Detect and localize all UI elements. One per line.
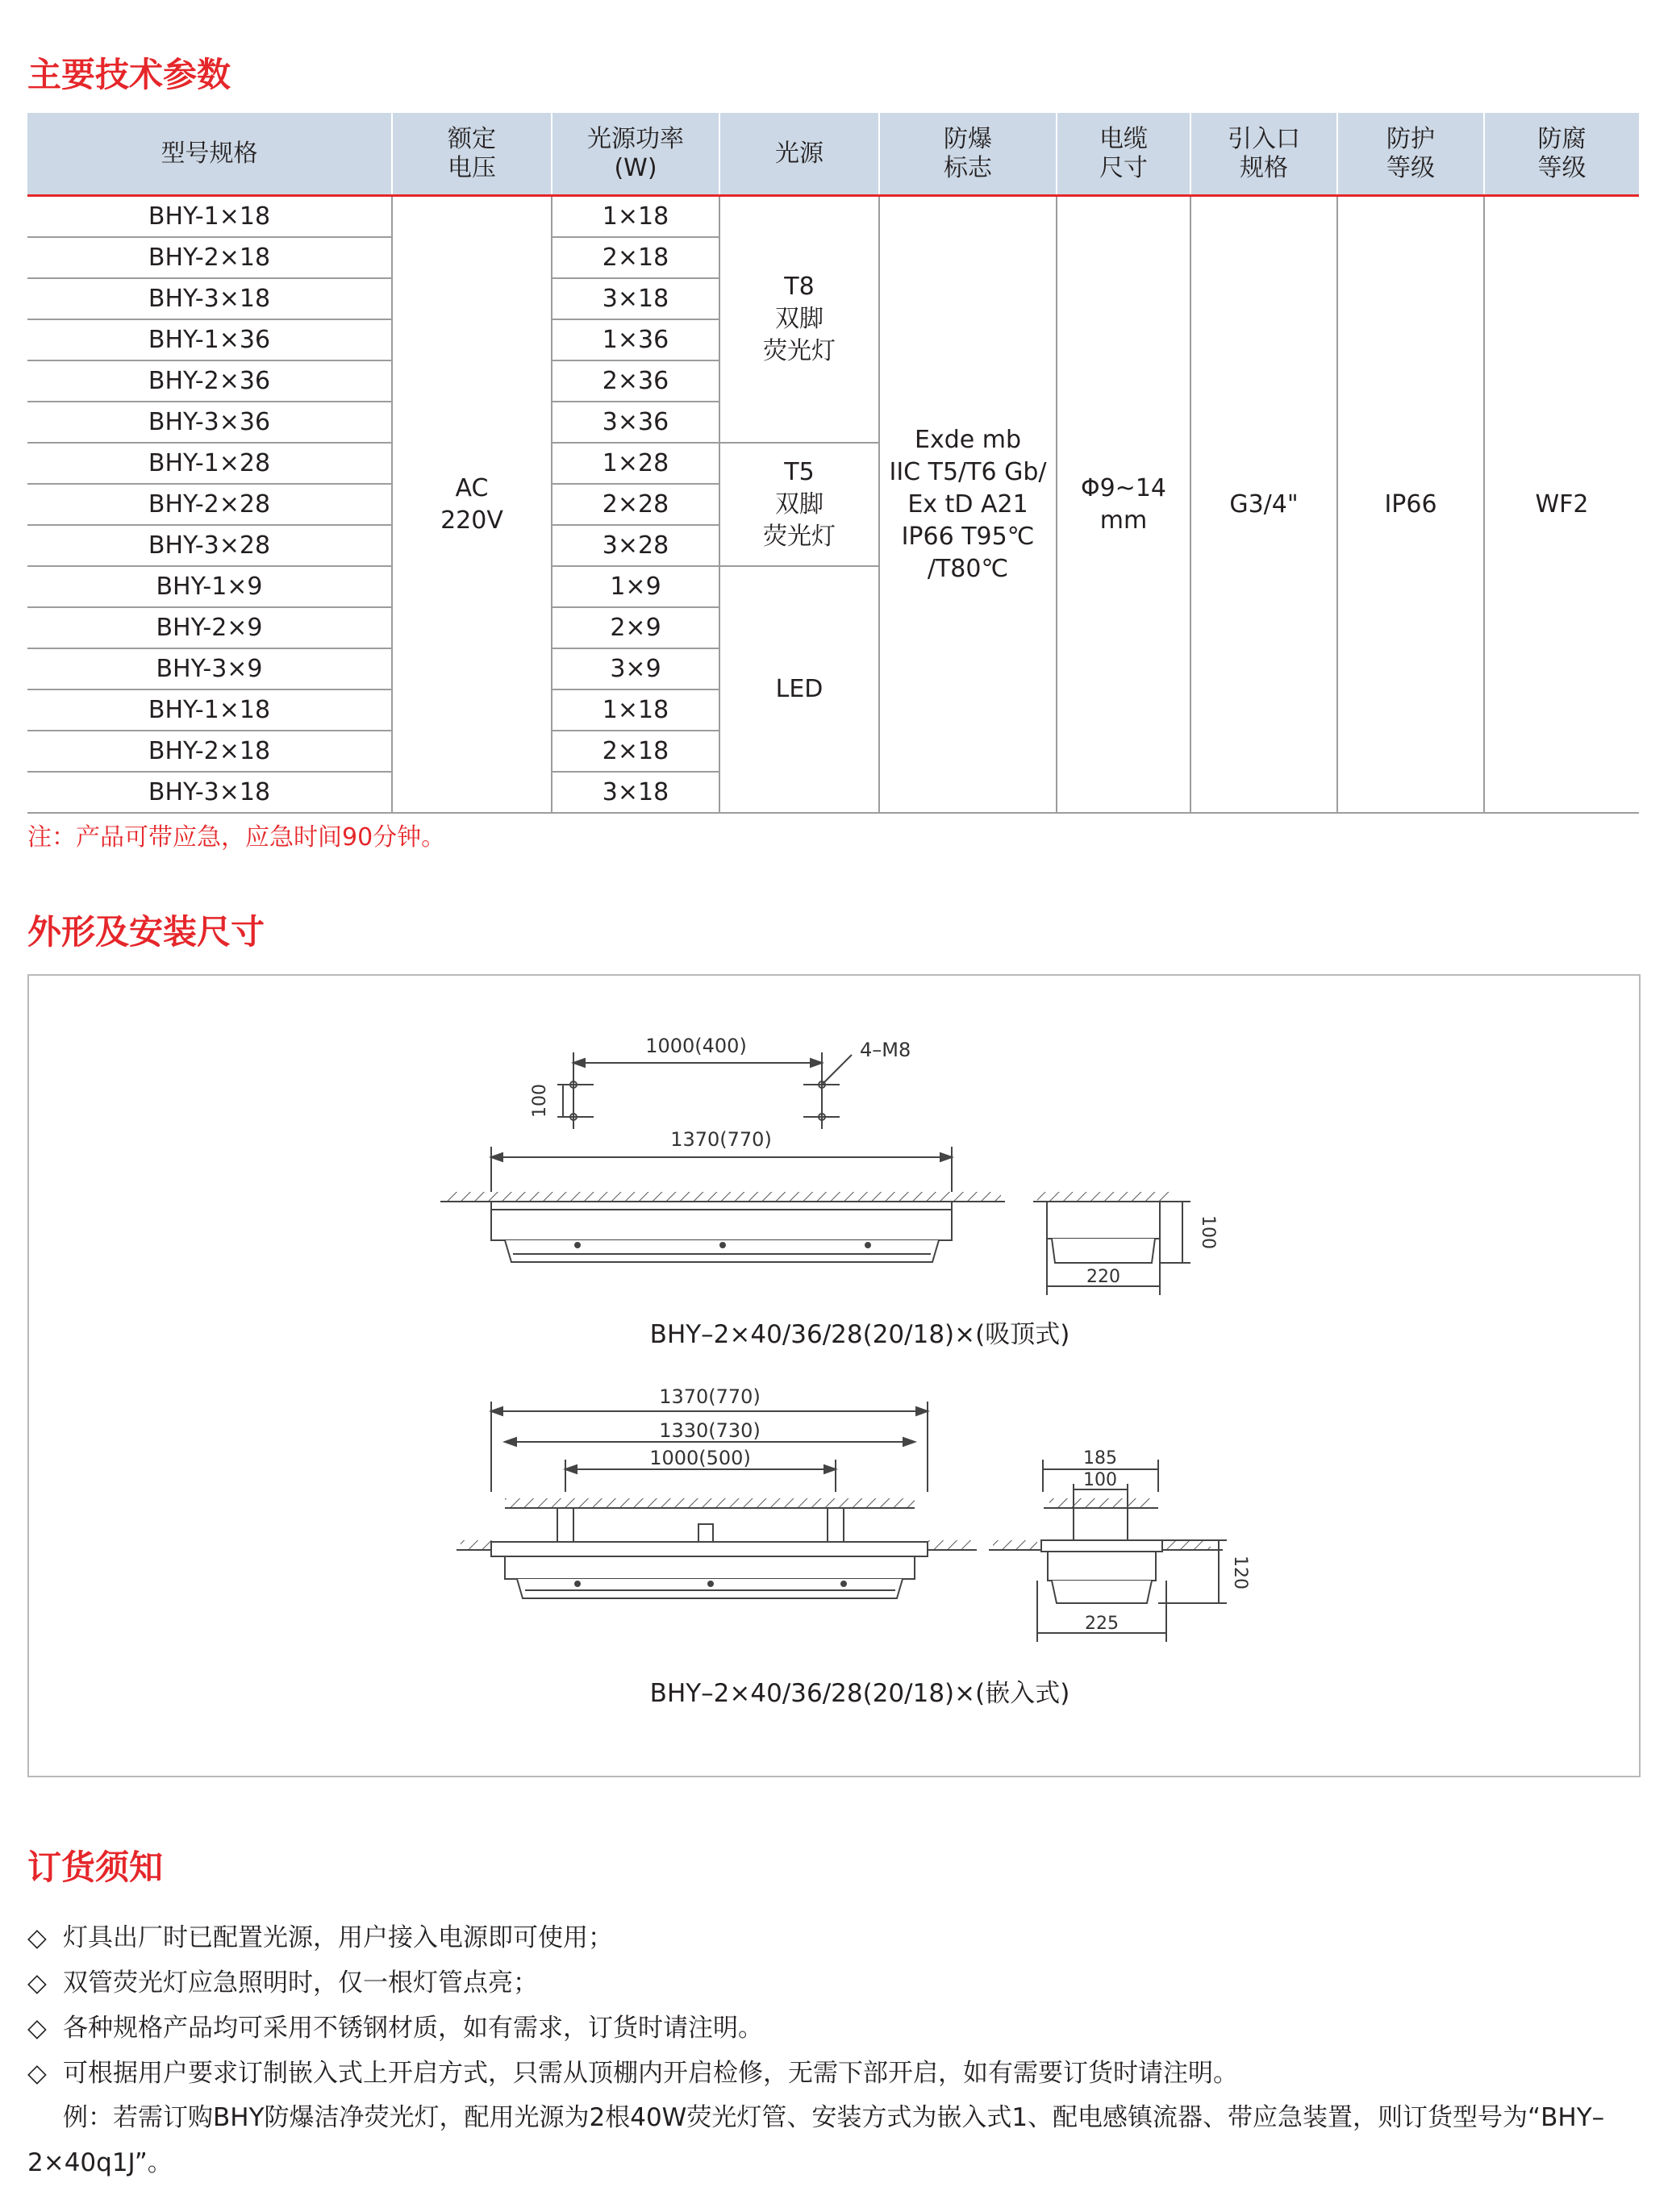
dim-1330-730-label: 1330(730) bbox=[659, 1419, 761, 1442]
power-cell: 2×18 bbox=[552, 237, 719, 278]
dimension-drawing-box bbox=[27, 974, 1641, 1777]
source-t8-cell: T8 双脚 荧光灯 bbox=[719, 196, 879, 444]
list-item bbox=[27, 1915, 1649, 1960]
power-cell: 1×28 bbox=[552, 443, 719, 484]
model-cell: BHY-1×36 bbox=[27, 319, 392, 360]
list-item bbox=[27, 2006, 1649, 2051]
dim-1000-400-label: 1000(400) bbox=[645, 1035, 747, 1057]
voltage-cell: AC 220V bbox=[392, 196, 552, 814]
diamond-bullet-icon: ◇ bbox=[27, 1968, 47, 1997]
power-cell: 3×28 bbox=[552, 525, 719, 566]
header-power: 光源功率 (W) bbox=[552, 113, 719, 196]
inlet-cell: G3/4" bbox=[1190, 196, 1337, 814]
dim-220-label: 220 bbox=[1086, 1267, 1120, 1287]
power-cell: 1×9 bbox=[552, 566, 719, 607]
power-cell: 1×18 bbox=[552, 196, 719, 238]
power-cell: 2×36 bbox=[552, 360, 719, 402]
dim-1000-500-label: 1000(500) bbox=[649, 1447, 751, 1469]
power-cell: 1×18 bbox=[552, 689, 719, 731]
order-example: 例：若需订购BHY防爆洁净荧光灯，配用光源为2根40W荧光灯管、安装方式为嵌入式1、配电感镇流器、带应急装置，则订货型号为“BHY–2×40q1J”。 bbox=[27, 2103, 1605, 2177]
diamond-bullet-icon: ◇ bbox=[27, 2014, 47, 2043]
source-led-cell: LED bbox=[719, 566, 879, 813]
model-cell: BHY-1×18 bbox=[27, 196, 392, 238]
ceiling-mount-elevation bbox=[440, 1147, 1005, 1262]
dim-185-label: 185 bbox=[1083, 1448, 1117, 1468]
power-cell: 3×36 bbox=[552, 402, 719, 443]
power-cell: 3×18 bbox=[552, 278, 719, 319]
emergency-note: 注：产品可带应急，应急时间90分钟。 bbox=[27, 823, 446, 852]
dim-225-label: 225 bbox=[1085, 1614, 1119, 1634]
power-cell: 1×36 bbox=[552, 319, 719, 360]
model-cell: BHY-2×18 bbox=[27, 731, 392, 772]
order-item-text: 灯具出厂时已配置光源，用户接入电源即可使用； bbox=[63, 1923, 613, 1952]
header-wf: 防腐 等级 bbox=[1484, 113, 1639, 196]
source-t5-cell: T5 双脚 荧光灯 bbox=[719, 443, 879, 566]
list-item bbox=[27, 1960, 1649, 2006]
spec-table bbox=[27, 113, 1639, 814]
diamond-bullet-icon: ◇ bbox=[27, 1923, 47, 1952]
dim-100-label: 100 bbox=[530, 1084, 550, 1118]
order-item-text: 各种规格产品均可采用不锈钢材质，如有需求，订货时请注明。 bbox=[63, 2014, 763, 2043]
model-cell: BHY-3×28 bbox=[27, 525, 392, 566]
cable-cell: Φ9~14 mm bbox=[1057, 196, 1190, 814]
order-item-text: 双管荧光灯应急照明时，仅一根灯管点亮； bbox=[63, 1968, 538, 1997]
power-cell: 3×9 bbox=[552, 648, 719, 689]
dim-100b-label: 100 bbox=[1083, 1470, 1117, 1490]
ip-cell: IP66 bbox=[1337, 196, 1484, 814]
wf-cell: WF2 bbox=[1484, 196, 1639, 814]
power-cell: 2×28 bbox=[552, 484, 719, 525]
caption-ceiling-mount: BHY–2×40/36/28(20/18)×(吸顶式) bbox=[649, 1320, 1070, 1349]
header-cable: 电缆 尺寸 bbox=[1057, 113, 1190, 196]
ex-mark-cell: Exde mb IIC T5/T6 Gb/ Ex tD A21 IP66 T95℃ /T80℃ bbox=[879, 196, 1057, 814]
header-ip: 防护 等级 bbox=[1337, 113, 1484, 196]
list-item bbox=[27, 2051, 1649, 2096]
dimension-drawing bbox=[29, 976, 1639, 1776]
diamond-bullet-icon: ◇ bbox=[27, 2059, 47, 2088]
spec-section-title: 主要技术参数 bbox=[27, 55, 231, 94]
model-cell: BHY-2×28 bbox=[27, 484, 392, 525]
power-cell: 2×18 bbox=[552, 731, 719, 772]
m8-label: 4–M8 bbox=[860, 1039, 911, 1061]
header-model: 型号规格 bbox=[27, 113, 392, 196]
dim-1370-770b-label: 1370(770) bbox=[659, 1385, 761, 1408]
model-cell: BHY-3×9 bbox=[27, 648, 392, 689]
table-row bbox=[27, 196, 1639, 238]
power-cell: 2×9 bbox=[552, 607, 719, 648]
mounting-holes-plan bbox=[557, 1052, 852, 1129]
model-cell: BHY-2×36 bbox=[27, 360, 392, 402]
table-header-row bbox=[27, 113, 1639, 196]
model-cell: BHY-1×28 bbox=[27, 443, 392, 484]
model-cell: BHY-1×9 bbox=[27, 566, 392, 607]
order-item-text: 可根据用户要求订制嵌入式上开启方式，只需从顶棚内开启检修，无需下部开启，如有需要订货时请注明。 bbox=[63, 2059, 1238, 2088]
power-cell: 3×18 bbox=[552, 772, 719, 813]
dimension-section-title: 外形及安装尺寸 bbox=[27, 912, 265, 952]
dim-120-label: 120 bbox=[1230, 1556, 1250, 1589]
header-source: 光源 bbox=[719, 113, 879, 196]
caption-embedded: BHY–2×40/36/28(20/18)×(嵌入式) bbox=[649, 1679, 1070, 1708]
header-inlet: 引入口 规格 bbox=[1190, 113, 1337, 196]
model-cell: BHY-2×9 bbox=[27, 607, 392, 648]
model-cell: BHY-3×18 bbox=[27, 278, 392, 319]
header-ex-mark: 防爆 标志 bbox=[879, 113, 1057, 196]
model-cell: BHY-3×18 bbox=[27, 772, 392, 813]
model-cell: BHY-3×36 bbox=[27, 402, 392, 443]
dim-100-side-label: 100 bbox=[1198, 1215, 1218, 1249]
order-notes-list bbox=[27, 1915, 1649, 2096]
dim-1370-770-label: 1370(770) bbox=[670, 1128, 772, 1151]
model-cell: BHY-2×18 bbox=[27, 237, 392, 278]
model-cell: BHY-1×18 bbox=[27, 689, 392, 731]
order-section-title: 订货须知 bbox=[27, 1847, 164, 1887]
header-voltage: 额定 电压 bbox=[392, 113, 552, 196]
